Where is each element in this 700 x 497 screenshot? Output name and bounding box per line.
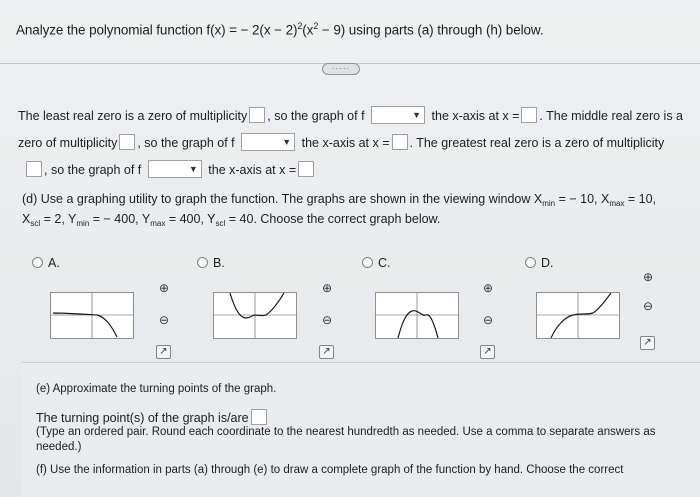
part-e-title: (e) Approximate the turning points of the graph.	[36, 383, 277, 395]
graph-d-svg	[537, 293, 619, 338]
part-f-text: (f) Use the information in parts (a) through (e) to draw a complete graph of the function by hand. Choose the correct	[36, 464, 624, 476]
option-d[interactable]	[525, 256, 554, 270]
header-text-mid: (x	[302, 22, 314, 38]
external-link-icon[interactable]: ↗	[319, 345, 334, 359]
zero-input-1[interactable]	[521, 107, 537, 123]
text: max	[150, 219, 166, 228]
radio-button[interactable]	[32, 257, 43, 268]
option-label: A.	[48, 256, 60, 270]
behavior-dropdown-2[interactable]	[241, 133, 295, 151]
more-button[interactable]: ·····	[322, 63, 360, 75]
text: X	[22, 212, 31, 226]
text: , so the graph of f	[137, 136, 235, 150]
header-exponent: 2	[297, 21, 303, 31]
text: = − 10, X	[555, 192, 610, 206]
text: the x-axis at x =	[431, 109, 520, 123]
turning-points-line	[36, 409, 269, 425]
text: (d) Use a graphing utility to graph the function. The graphs are shown in the viewing window X	[22, 192, 543, 206]
zoom-out-icon[interactable]: ⊖	[321, 313, 333, 327]
graph-a-svg	[51, 293, 133, 338]
text: = 2, Y	[40, 212, 77, 226]
behavior-dropdown-3[interactable]	[148, 160, 202, 178]
external-link-icon[interactable]: ↗	[480, 345, 495, 359]
option-b[interactable]	[197, 256, 225, 270]
header-text-suffix: − 9) using parts (a) through (h) below.	[318, 22, 544, 38]
radio-button[interactable]	[197, 257, 208, 268]
zoom-in-icon[interactable]: ⊕	[321, 281, 333, 295]
text: = 400, Y	[165, 212, 216, 226]
graph-option-b[interactable]	[213, 292, 297, 339]
text: max	[609, 199, 625, 208]
text: = − 400, Y	[89, 212, 151, 226]
multiplicity-line-2	[18, 133, 664, 151]
text: the x-axis at x =	[301, 136, 390, 150]
multiplicity-input-2[interactable]	[119, 134, 135, 150]
text: zero of multiplicity	[18, 136, 118, 150]
radio-button[interactable]	[362, 257, 373, 268]
multiplicity-input-1[interactable]	[249, 107, 265, 123]
text: , so the graph of f	[44, 163, 142, 177]
graph-c-svg	[376, 293, 458, 338]
triangle-down-icon: ▼	[412, 110, 422, 120]
question-header	[16, 21, 543, 38]
part-d-line-1	[22, 192, 656, 208]
text: min	[542, 199, 556, 208]
text: scl	[215, 219, 226, 228]
triangle-down-icon: ▼	[188, 164, 198, 174]
option-label: D.	[541, 256, 554, 270]
triangle-down-icon: ▼	[282, 137, 292, 147]
text: = 10,	[624, 192, 657, 206]
zoom-out-icon[interactable]: ⊖	[158, 313, 170, 327]
option-a[interactable]	[32, 256, 60, 270]
header-exponent-2: 2	[313, 21, 319, 31]
text: The least real zero is a zero of multiplicity	[18, 109, 248, 123]
text: . The greatest real zero is a zero of multiplicity	[409, 136, 665, 150]
graph-b-svg	[214, 293, 296, 338]
zoom-out-icon[interactable]: ⊖	[642, 299, 654, 313]
zero-input-2[interactable]	[392, 134, 408, 150]
text: . The middle real zero is a	[539, 109, 684, 123]
multiplicity-line-1	[18, 106, 683, 124]
external-link-icon[interactable]: ↗	[640, 336, 655, 350]
header-text: Analyze the polynomial function f(x) = − 2(x − 2)	[16, 22, 298, 38]
text: = 40. Choose the correct graph below.	[225, 212, 441, 226]
text: the x-axis at x =	[208, 163, 297, 177]
zoom-in-icon[interactable]: ⊕	[482, 281, 494, 295]
part-d-line-2	[22, 212, 440, 228]
radio-button[interactable]	[525, 257, 536, 268]
option-c[interactable]	[362, 256, 391, 270]
zoom-in-icon[interactable]: ⊕	[158, 281, 170, 295]
multiplicity-input-3[interactable]	[26, 161, 42, 177]
multiplicity-line-3	[24, 160, 316, 178]
text: The turning point(s) of the graph is/are	[36, 411, 249, 425]
graph-option-a[interactable]	[50, 292, 134, 339]
part-e-hint: (Type an ordered pair. Round each coordinate to the nearest hundredth as needed. Use a comma to separate answers as needed.)	[36, 426, 656, 453]
option-label: B.	[213, 256, 225, 270]
external-link-icon[interactable]: ↗	[156, 345, 171, 359]
text: , so the graph of f	[267, 109, 365, 123]
graph-option-c[interactable]	[375, 292, 459, 339]
text: min	[76, 219, 90, 228]
behavior-dropdown-1[interactable]	[371, 106, 425, 124]
graph-option-d[interactable]	[536, 292, 620, 339]
zoom-in-icon[interactable]: ⊕	[642, 270, 654, 284]
option-label: C.	[378, 256, 391, 270]
zoom-out-icon[interactable]: ⊖	[482, 313, 494, 327]
part-e-panel	[22, 362, 700, 497]
zero-input-3[interactable]	[298, 161, 314, 177]
turning-points-input[interactable]	[251, 409, 267, 425]
text: scl	[30, 219, 41, 228]
